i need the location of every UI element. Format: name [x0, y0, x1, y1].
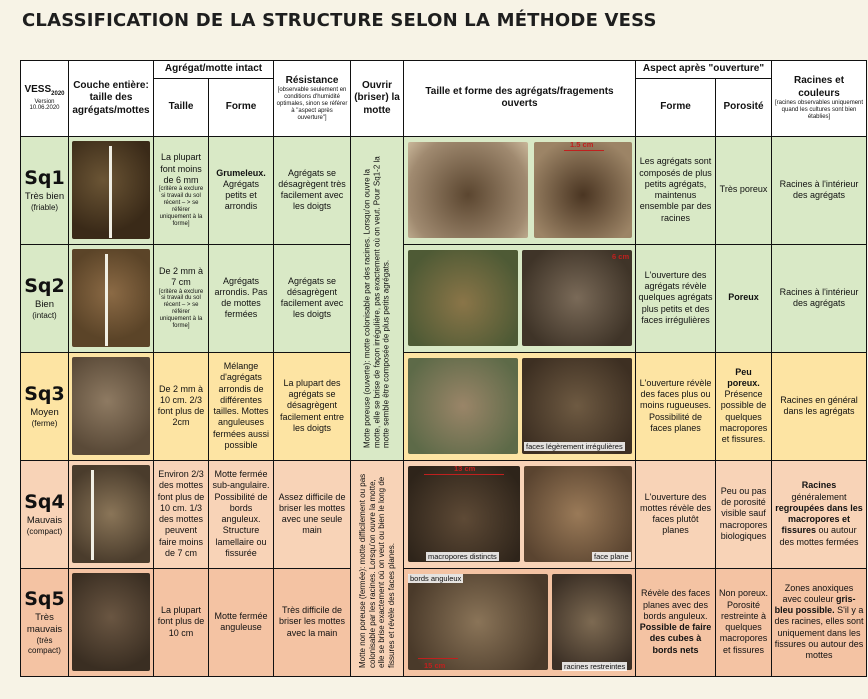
- sq5-racines-text-2: S'il y a des racines, elles sont uniquement dans les fissures ou autour des mottes: [774, 605, 864, 661]
- header-vess-sub: 2020: [51, 91, 65, 97]
- sq3-porosite: [716, 352, 772, 460]
- sq2-aggregate-photos: [404, 244, 636, 352]
- header-ouvrir: Ouvrir (briser) la motte: [351, 61, 404, 137]
- header-resistance-note: [observable seulement en conditions d'humidité optimales, sinon se référer à "aspect après ouverture"]: [276, 87, 348, 121]
- sq2-code: Sq2: [24, 275, 65, 298]
- header-aspect-group: Aspect après "ouverture": [636, 61, 772, 79]
- header-forme: Forme: [209, 78, 274, 136]
- sq4-whole-layer-photo: [69, 460, 154, 568]
- sq3-aspect-forme: L'ouverture révèle des faces plus ou moins rugueuses. Possibilité de faces planes: [636, 352, 716, 460]
- sq1-porosite: Très poreux: [716, 136, 772, 244]
- sq3-porosite-bold: Peu poreux.: [727, 366, 760, 388]
- sq2-forme: Agrégats arrondis. Pas de mottes fermées: [209, 244, 274, 352]
- ouvrir-non-poreuse-text: Motte non poreuse (fermée): motte difficilement ou pas colonisable par les racines. Lorsqu'on ouvre la motte, elle se brise exactement où on veut ou bien le long de fissures et révèle des faces planes.: [357, 473, 396, 668]
- sq5-forme: Motte fermée anguleuse: [209, 568, 274, 676]
- row-sq3: [21, 352, 867, 460]
- sq5-porosite: Non poreux. Porosité restreinte à quelques macropores et fissures: [716, 568, 772, 676]
- sq1-taille-text: La plupart font moins de 6 mm: [160, 152, 202, 185]
- sq3-name: Moyen: [30, 406, 59, 418]
- sq5-resistance: Très difficile de briser les mottes avec la main: [274, 568, 351, 676]
- sq2-taille-text: De 2 mm à 7 cm: [158, 266, 203, 288]
- sq2-racines: Racines à l'intérieur des agrégats: [772, 244, 867, 352]
- sq5-aggregate-photos: [404, 568, 636, 676]
- sq1-taille: [154, 136, 209, 244]
- sq4-racines-text-2: ou autour des mottes fermées: [779, 525, 859, 547]
- header-resistance: [274, 61, 351, 137]
- sq5-whole-layer-photo: [69, 568, 154, 676]
- row-sq5: [21, 568, 867, 676]
- sq2-name: Bien: [34, 298, 54, 310]
- header-aspect-forme: Forme: [636, 78, 716, 136]
- sq4-racines-text-1: généralement: [791, 491, 847, 502]
- sq4-sub: (compact): [26, 526, 63, 536]
- sq1-code: Sq1: [24, 167, 65, 190]
- sq5-scale-label: 15 cm: [424, 661, 446, 670]
- sq5-aspect-forme-text: Révèle des faces planes avec des bords anguleux.: [640, 588, 711, 621]
- sq3-code: Sq3: [24, 383, 65, 406]
- row-sq4: [21, 460, 867, 568]
- sq3-resistance: La plupart des agrégats se désagrègent facilement entre les doigts: [274, 352, 351, 460]
- sq5-aspect-forme: [636, 568, 716, 676]
- sq5-racines: [772, 568, 867, 676]
- sq5-racines-text-1: Zones anoxiques avec couleur: [782, 582, 854, 604]
- sq2-scale-label: 6 cm: [612, 252, 630, 261]
- sq2-sub: (intact): [32, 310, 57, 320]
- sq1-resistance: Agrégats se désagrègent très facilement avec les doigts: [274, 136, 351, 244]
- sq1-score: [21, 136, 69, 244]
- sq1-forme: [209, 136, 274, 244]
- header-photos: Taille et forme des agrégats/fragements ouverts: [404, 61, 636, 137]
- sq4-racines: [772, 460, 867, 568]
- sq2-taille: [154, 244, 209, 352]
- sq2-taille-note: [critère à exclure si travail du sol récent – > se référer uniquement à la forme]: [158, 288, 204, 330]
- sq1-scale-label: 1.5 cm: [570, 140, 594, 149]
- row-sq1: [21, 136, 867, 244]
- sq1-racines: Racines à l'intérieur des agrégats: [772, 136, 867, 244]
- sq1-whole-layer-photo: [69, 136, 154, 244]
- header-racines: [772, 61, 867, 137]
- sq4-racines-bold-1: Racines: [801, 480, 837, 491]
- sq4-taille: Environ 2/3 des mottes font plus de 10 cm. 1/3 des mottes peuvent faire moins de 7 cm: [154, 460, 209, 568]
- sq2-score: [21, 244, 69, 352]
- sq3-photo-label: faces légèrement irrégulières: [526, 442, 623, 451]
- sq1-sub: (friable): [30, 202, 59, 212]
- sq3-whole-layer-photo: [69, 352, 154, 460]
- vess-classification-table: [20, 60, 867, 677]
- sq3-racines: Racines en général dans les agrégats: [772, 352, 867, 460]
- sq4-face-plane-label: face plane: [594, 552, 629, 561]
- sq1-taille-note: [critère à exclure si travail du sol récent – > se référer uniquement à la forme]: [158, 186, 204, 227]
- sq5-name: Très mauvais: [26, 612, 63, 635]
- sq5-bords-label: bords anguleux: [410, 574, 462, 583]
- row-sq2: [21, 244, 867, 352]
- sq4-name: Mauvais: [26, 514, 63, 526]
- sq3-aggregate-photos: [404, 352, 636, 460]
- sq3-porosite-text: Présence possible de quelques macropores et fissures.: [719, 389, 768, 445]
- header-resistance-label: Résistance: [285, 74, 339, 86]
- header-racines-label: Racines et couleurs: [794, 75, 845, 99]
- sq2-aspect-forme: L'ouverture des agrégats révèle quelques agrégats plus petits et des faces irrégulières: [636, 244, 716, 352]
- sq5-taille: La plupart font plus de 10 cm: [154, 568, 209, 676]
- header-vess: [21, 61, 69, 137]
- header-couche: Couche entière: taille des agrégats/mottes: [69, 61, 154, 137]
- header-taille: Taille: [154, 78, 209, 136]
- sq3-sub: (ferme): [31, 418, 58, 428]
- sq4-porosite: Peu ou pas de porosité visible sauf macropores biologiques: [716, 460, 772, 568]
- sq4-aspect-forme: L'ouverture des mottes révèle des faces plutôt planes: [636, 460, 716, 568]
- ouvrir-poreuse-text: Motte poreuse (ouverte): motte colonisable par des racines. Lorsqu'on ouvre la motte, elle se brise de façon irrégulière, pas exactement où on veut. Pour Sq1-2 la motte semble être composée de plus petits agrégats.: [362, 156, 391, 448]
- sq2-whole-layer-photo: [69, 244, 154, 352]
- sq5-racines-label: racines restreintes: [564, 662, 626, 671]
- sq4-scale-label: 13 cm: [454, 464, 476, 473]
- page-title: CLASSIFICATION DE LA STRUCTURE SELON LA MÉTHODE VESS: [22, 10, 657, 31]
- sq5-code: Sq5: [24, 588, 65, 611]
- sq3-taille: De 2 mm à 10 cm. 2/3 font plus de 2cm: [154, 352, 209, 460]
- sq3-forme: Mélange d'agrégats arrondis de différentes tailles. Mottes anguleuses fermées aussi possible: [209, 352, 274, 460]
- sq3-score: [21, 352, 69, 460]
- sq4-racines-bold-2: regroupées dans les macropores et fissures: [775, 502, 863, 536]
- sq2-porosite: Poreux: [716, 244, 772, 352]
- sq2-resistance: Agrégats se désagrègent facilement avec les doigts: [274, 244, 351, 352]
- sq4-forme: Motte fermée sub-angulaire. Possibilité de bords anguleux. Structure lamellaire ou fissurée: [209, 460, 274, 568]
- header-porosite: Porosité: [716, 78, 772, 136]
- sq1-aggregate-photos: [404, 136, 636, 244]
- header-version: Version 10.06.2020: [29, 98, 60, 112]
- sq1-forme-text: Agrégats petits et arrondis: [222, 178, 260, 212]
- header-vess-label: VESS: [24, 84, 52, 96]
- sq5-racines-bold: gris-bleu possible.: [774, 593, 856, 616]
- header-agregat-group: Agrégat/motte intact: [154, 61, 274, 79]
- sq4-code: Sq4: [24, 491, 65, 514]
- sq1-forme-bold: Grumeleux.: [216, 167, 266, 178]
- sq5-score: [21, 568, 69, 676]
- sq5-sub: (très compact): [28, 635, 61, 655]
- sq4-macropores-label: macropores distincts: [428, 552, 497, 561]
- sq4-resistance: Assez difficile de briser les mottes avec une seule main: [274, 460, 351, 568]
- header-racines-note: [racines observables uniquement quand les cultures sont bien établies]: [775, 100, 864, 121]
- sq4-aggregate-photos: [404, 460, 636, 568]
- sq1-name: Très bien: [24, 190, 65, 202]
- sq5-aspect-forme-bold: Possible de faire des cubes à bords nets: [639, 622, 712, 655]
- ouvrir-poreuse: [351, 136, 404, 460]
- sq4-score: [21, 460, 69, 568]
- ouvrir-non-poreuse: [351, 460, 404, 676]
- sq1-aspect-forme: Les agrégats sont composés de plus petits agrégats, maintenus ensemble par des racines: [636, 136, 716, 244]
